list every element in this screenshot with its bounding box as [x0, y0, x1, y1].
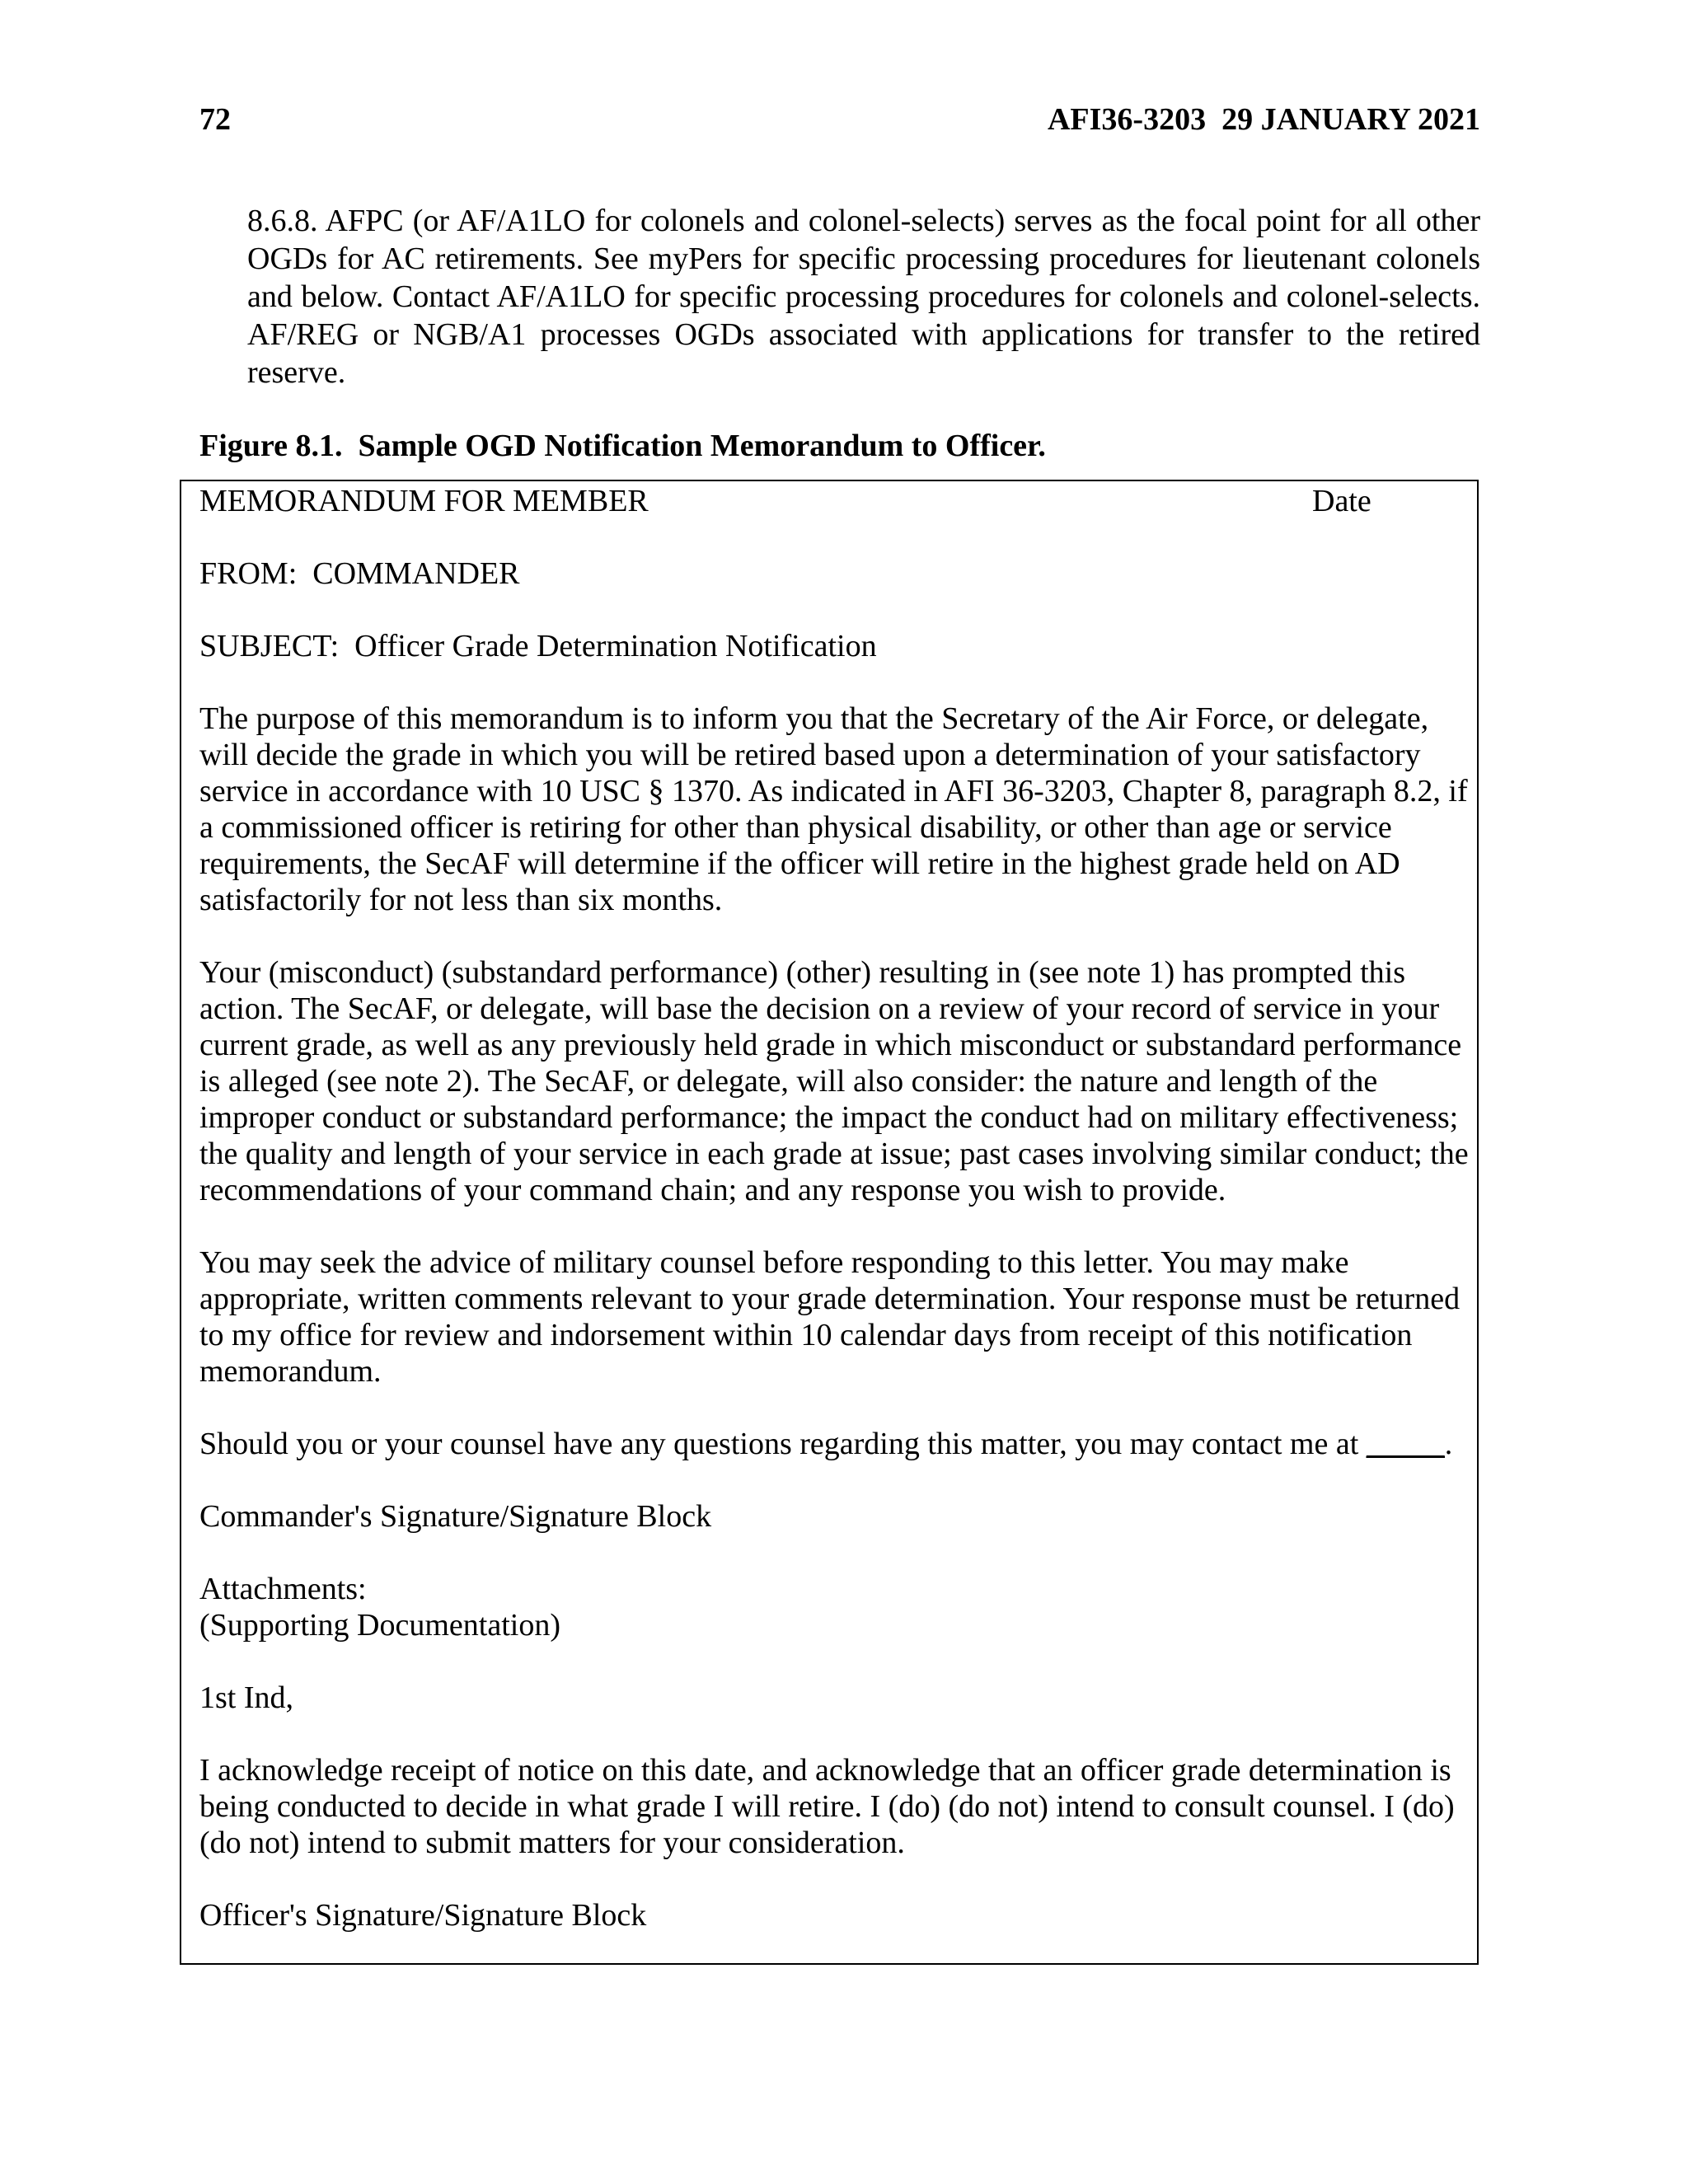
memo-misconduct-paragraph: Your (misconduct) (substandard performance) (other) resulting in (see note 1) has prompted this action. The SecAF, or delegate, will base the decision on a review of your record of service in your current grade, as well as any previously held grade in which misconduct or substandard performance is alleged (see note 2). The SecAF, or delegate, will also consider: the nature and length of the improper conduct or substandard performance; the impact the conduct had on military effectiveness; the quality and length of your service in each grade at issue; past cases involving similar conduct; the recommendations of your command chain; and any response you wish to provide.	[199, 955, 1469, 1207]
memo-from: FROM: COMMANDER	[199, 556, 520, 591]
memorandum-for: MEMORANDUM FOR MEMBER	[199, 484, 649, 518]
officer-signature-block: Officer's Signature/Signature Block	[199, 1898, 647, 1933]
page-number: 72	[199, 102, 231, 137]
figure-title: Figure 8.1. Sample OGD Notification Memorandum to Officer.	[199, 429, 1046, 463]
first-indorsement: 1st Ind,	[199, 1680, 293, 1715]
attachments-item: (Supporting Documentation)	[199, 1608, 560, 1643]
memo-header-row	[199, 483, 1469, 519]
contact-blank: _____	[1366, 1427, 1445, 1461]
attachments-label: Attachments:	[199, 1572, 367, 1606]
commander-signature-block: Commander's Signature/Signature Block	[199, 1499, 712, 1534]
memorandum-box	[180, 480, 1479, 1965]
memorandum-content	[199, 481, 1469, 1933]
memo-counsel-paragraph: You may seek the advice of military counsel before responding to this letter. You may make appropriate, written comments relevant to your grade determination. Your response must be returned to my office for review and indorsement within 10 calendar days from receipt of this notification memorandum.	[199, 1245, 1461, 1389]
document-id-header: AFI36-3203 29 JANUARY 2021	[1047, 102, 1480, 137]
memo-date: Date	[1312, 484, 1372, 518]
memo-purpose-paragraph: The purpose of this memorandum is to inform you that the Secretary of the Air Force, or delegate, will decide the grade in which you will be retired based upon a determination of your satisfactory service in accordance with 10 USC § 1370. As indicated in AFI 36-3203, Chapter 8, paragraph 8.2, if a commissioned officer is retiring for other than physical disability, or other than age or service requirements, the SecAF will determine if the officer will retire in the highest grade held on AD satisfactorily for not less than six months.	[199, 701, 1468, 917]
memo-subject: SUBJECT: Officer Grade Determination Notification	[199, 629, 877, 663]
memo-questions-text: Should you or your counsel have any questions regarding this matter, you may contact me at	[199, 1427, 1367, 1461]
memo-questions-line	[199, 1426, 1469, 1462]
memo-questions-end: .	[1444, 1427, 1453, 1461]
acknowledge-paragraph: I acknowledge receipt of notice on this date, and acknowledge that an officer grade determination is being conducted to decide in what grade I will retire. I (do) (do not) intend to consult counsel. I (do) (do not) intend to submit matters for your consideration.	[199, 1753, 1455, 1860]
paragraph-8-6-8: 8.6.8. AFPC (or AF/A1LO for colonels and colonel-selects) serves as the focal point for all other OGDs for AC retirements. See myPers for specific processing procedures for lieutenant colonels and below. Contact AF/A1LO for specific processing procedures for colonels and colonel-selects. AF/REG or NGB/A1 processes OGDs associated with applications for transfer to the retired reserve.	[247, 204, 1480, 390]
